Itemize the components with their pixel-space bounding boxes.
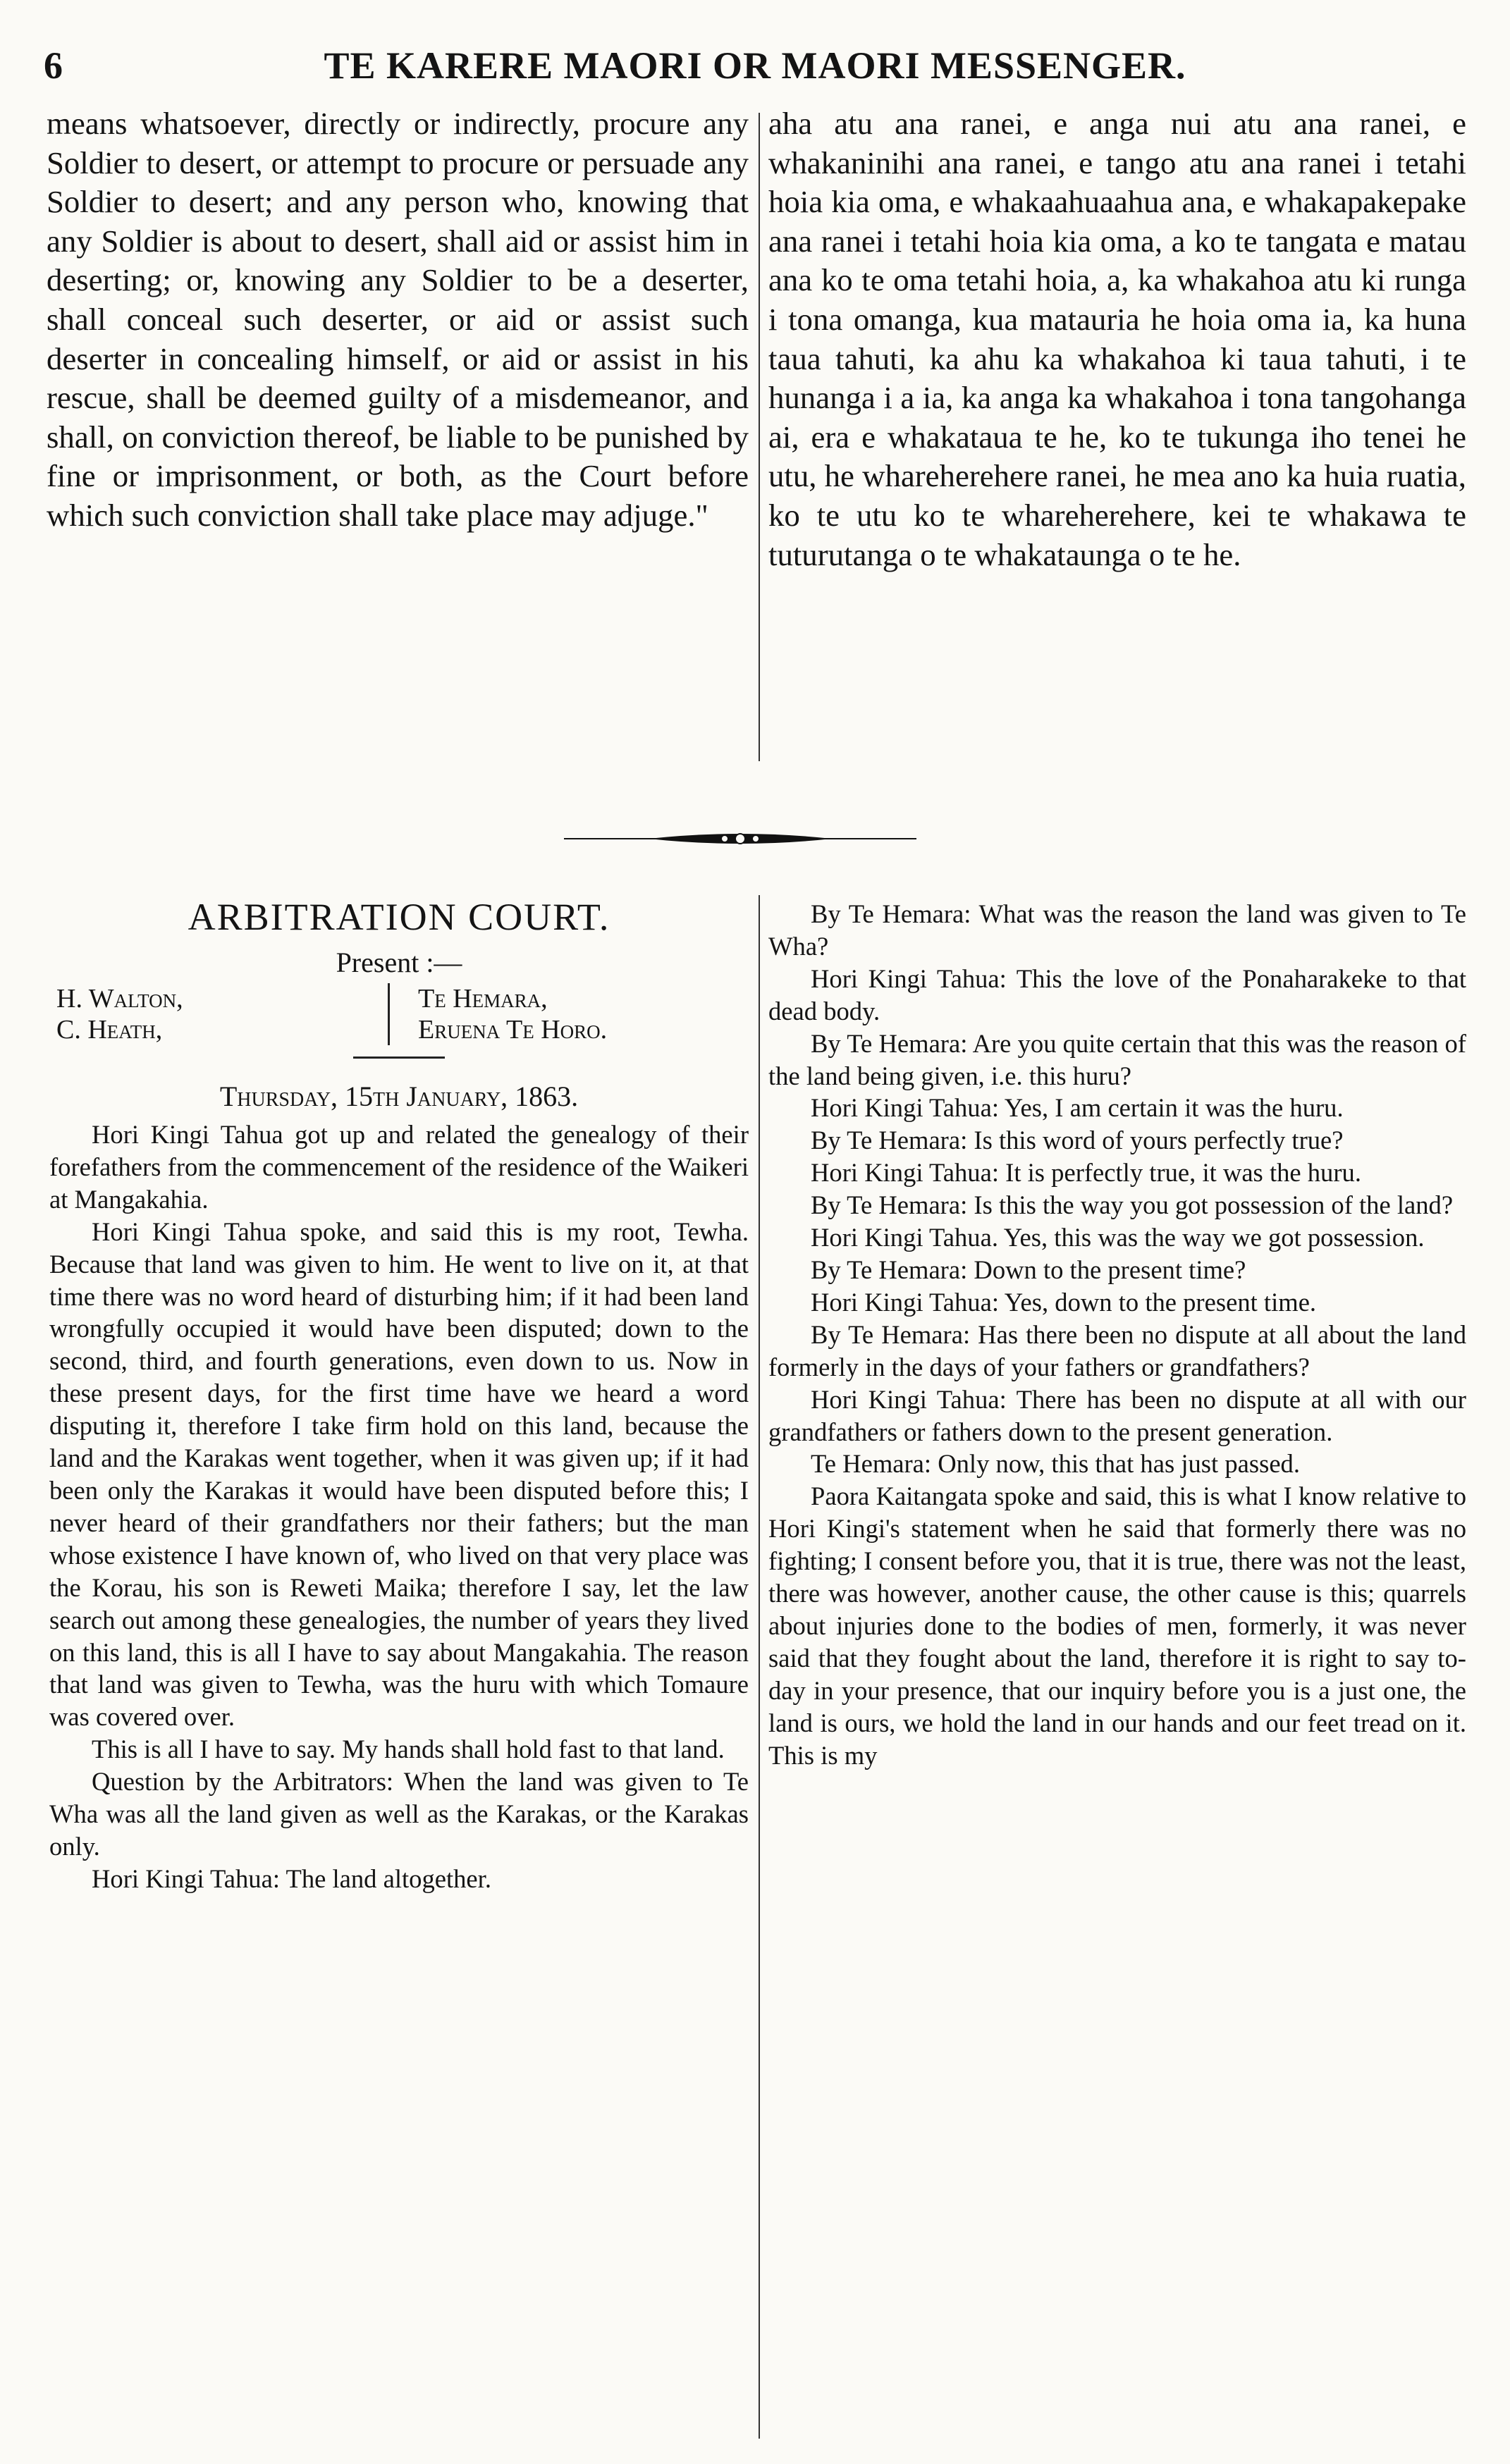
top-right-text: aha atu ana ranei, e anga nui atu ana ranei, e whakaninihi ana ranei, e tango atu ana ranei i tetahi hoia kia oma, e whakaahuaahua ana, e whakapakepake ana ranei i tetahi hoia kia oma, a ko te tangata e matau ana ko te oma tetahi hoia, a, ka whakahoa atu ki runga i tona omanga, kua matauria he hoia oma ia, ka huna taua tahuti, ka ahu ka whakahoa ki taua tahuti, i te hunanga i a ia, ka anga ka whakahoa i tona tangohanga ai, era e whakataua te he, ko te tukunga iho tenei he utu, he whareherehere ranei, he mea ano ka huia ruatia, ko te utu ko te whareherehere, kei te whakawa te tuturutanga o te whakataunga o te he. <box>768 106 1466 572</box>
paragraph: Te Hemara: Only now, this that has just passed. <box>811 1449 1300 1479</box>
top-left-text: means whatsoever, directly or indirectly, procure any Soldier to desert, or attempt to procure or persuade any Soldier to desert; and any person who, knowing that any Soldier is about to desert, shall aid or assist him in deserting; or, knowing any Soldier to be a deserter, shall conceal such deserter, or aid or assist such deserter in concealing himself, or aid or assist in his rescue, shall be deemed guilty of a misdemeanor, and shall, on conviction thereof, be liable to be punished by fine or imprisonment, or both, as the Court before which such conviction shall take place may adjuge." <box>47 106 749 533</box>
top-left-column <box>47 104 749 760</box>
paragraph: Hori Kingi Tahua: The land altogether. <box>92 1864 491 1893</box>
ornamental-divider <box>564 825 916 853</box>
paragraph: By Te Hemara: Has there been no dispute at all about the land formerly in the days of your fathers or grandfathers? <box>768 1319 1466 1381</box>
arbitrator-name: Eruena Te Horo. <box>418 1015 608 1045</box>
page-title: TE KARERE MAORI OR MAORI MESSENGER. <box>324 44 1186 87</box>
paragraph: Hori Kingi Tahua. Yes, this was the way we got possession. <box>811 1223 1425 1252</box>
session-date: Thursday, 15th January, 1863. <box>219 1080 579 1112</box>
arbitrators-list <box>49 983 749 1045</box>
arbitrator-name: H. Walton, <box>56 984 183 1014</box>
top-column-rule <box>759 113 760 761</box>
paragraph: By Te Hemara: Are you quite certain that this was the reason of the land being given, i.e. this huru? <box>768 1028 1466 1090</box>
paragraph: Hori Kingi Tahua: This the love of the Ponaharakeke to that dead body. <box>768 963 1466 1025</box>
top-right-column <box>768 104 1466 760</box>
paragraph: Paora Kaitangata spoke and said, this is what I know relative to Hori Kingi's statement when he said that formerly there was no fighting; I consent before you, that it is true, there was not the least, there was however, another cause, the other cause is this; quarrels about injuries done to the bodies of men, formerly, it was never said that they fought about the land, therefore it is right to say to-day in your presence, that our inquiry before you is a just one, the land is ours, we hold the land in our hands and our feet tread on it. This is my <box>768 1482 1466 1770</box>
lower-right-column <box>768 898 1466 2434</box>
present-label: Present :— <box>336 947 462 978</box>
paragraph: Hori Kingi Tahua: Yes, down to the present time. <box>811 1287 1317 1317</box>
lower-left-column <box>49 895 749 2432</box>
paragraph: By Te Hemara: Down to the present time? <box>811 1255 1246 1284</box>
lower-column-rule <box>759 895 760 2439</box>
paragraph: Hori Kingi Tahua: There has been no dispute at all with our grandfathers or fathers down to the present generation. <box>768 1384 1466 1446</box>
arbitrators-right <box>388 983 607 1045</box>
arbitrator-name: C. Heath, <box>56 1015 163 1045</box>
paragraph: By Te Hemara: Is this word of yours perfectly true? <box>811 1126 1344 1155</box>
arbitrator-name: Te Hemara, <box>418 984 548 1014</box>
paragraph: Question by the Arbitrators: When the land was given to Te Wha was all the land given as well as the Karakas, or the Karakas only. <box>49 1767 749 1861</box>
short-rule <box>353 1057 445 1059</box>
section-heading: ARBITRATION COURT. <box>188 896 610 938</box>
paragraph: By Te Hemara: Is this the way you got possession of the land? <box>811 1190 1454 1220</box>
paragraph: Hori Kingi Tahua got up and related the genealogy of their forefathers from the commencement of the residence of the Waikeri at Mangakahia. <box>49 1120 749 1214</box>
page-number: 6 <box>44 44 63 87</box>
paragraph: Hori Kingi Tahua: Yes, I am certain it was the huru. <box>811 1093 1344 1123</box>
paragraph: Hori Kingi Tahua: It is perfectly true, it was the huru. <box>811 1158 1361 1188</box>
paragraph: Hori Kingi Tahua spoke, and said this is my root, Tewha. Because that land was given to him. He went to live on it, at that time there was no word heard of disturbing him; if it had been land wrongfully occupied it would have been disputed; down to the second, third, and fourth generations, even down to us. Now in these present days, for the first time have we heard a word disputing it, therefore I take firm hold on this land, because the land and the Karakas went together, when it was given up; if it had been only the Karakas it would have been disputed before this; I never heard of their grandfathers nor their fathers; but the man whose existence I have known of, who lived on that very place was the Korau, his son is Reweti Maika; therefore I say, let the law search out among these genealogies, the number of years they lived on this land, this is all I have to say about Mangakahia. The reason that land was given to Tewha, was the huru with which Tomaure was covered over. <box>49 1216 749 1732</box>
paragraph: By Te Hemara: What was the reason the land was given to Te Wha? <box>768 899 1466 961</box>
paragraph: This is all I have to say. My hands shall hold fast to that land. <box>92 1735 725 1764</box>
arbitrators-left <box>49 983 388 1045</box>
